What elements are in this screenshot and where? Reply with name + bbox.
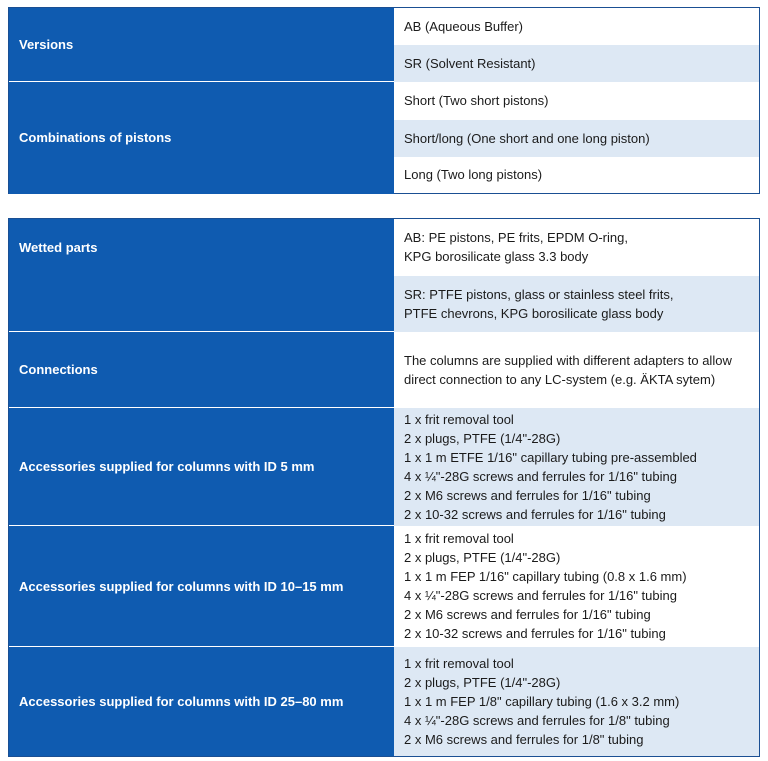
accessory-item: 4 x ¼"-28G screws and ferrules for 1/16" tubing [404, 588, 677, 603]
combinations-header: Combinations of pistons [9, 82, 395, 194]
wetted-sr-line: SR: PTFE pistons, glass or stainless steel frits, [404, 286, 674, 302]
accessory-item: 2 x plugs, PTFE (1/4"-28G) [404, 550, 561, 565]
connections-header: Connections [9, 332, 395, 408]
specifications-table [8, 218, 760, 757]
version-ab: AB (Aqueous Buffer) [394, 8, 760, 45]
accessory-item: 1 x frit removal tool [404, 655, 514, 671]
wetted-parts-ab [394, 219, 760, 276]
accessory-item: 1 x 1 m FEP 1/8" capillary tubing (1.6 x 3.2 mm) [404, 693, 680, 709]
accessory-item: 2 x M6 screws and ferrules for 1/16" tubing [404, 487, 651, 503]
accessories-25-80mm-header: Accessories supplied for columns with ID 25–80 mm [9, 647, 395, 757]
accessories-5mm-list [394, 408, 760, 526]
versions-table [8, 7, 760, 194]
wetted-parts-label: Wetted parts [19, 240, 98, 255]
accessory-item: 4 x ¼"-28G screws and ferrules for 1/8" tubing [404, 712, 670, 728]
combination-long: Long (Two long pistons) [394, 157, 760, 194]
accessory-item: 2 x 10-32 screws and ferrules for 1/16" tubing [404, 506, 666, 522]
accessory-item: 1 x 1 m FEP 1/16" capillary tubing (0.8 x 1.6 mm) [404, 569, 687, 584]
accessory-item: 2 x M6 screws and ferrules for 1/8" tubing [404, 731, 644, 747]
accessory-item: 2 x plugs, PTFE (1/4"-28G) [404, 430, 561, 446]
version-sr: SR (Solvent Resistant) [394, 45, 760, 82]
connections-line: direct connection to any LC-system (e.g. ÄKTA sytem) [404, 371, 716, 387]
accessory-item: 2 x plugs, PTFE (1/4"-28G) [404, 674, 561, 690]
wetted-ab-line: AB: PE pistons, PE frits, EPDM O-ring, [404, 230, 628, 246]
accessories-10-15mm-list [394, 526, 760, 647]
accessory-item: 2 x 10-32 screws and ferrules for 1/16" tubing [404, 626, 666, 641]
wetted-ab-line: KPG borosilicate glass 3.3 body [404, 249, 589, 265]
accessory-item: 4 x ¼"-28G screws and ferrules for 1/16" tubing [404, 468, 677, 484]
accessories-5mm-header: Accessories supplied for columns with ID 5 mm [9, 408, 395, 526]
combination-short-long: Short/long (One short and one long piston) [394, 120, 760, 157]
accessory-item: 1 x 1 m ETFE 1/16" capillary tubing pre-assembled [404, 449, 697, 465]
accessories-10-15mm-header: Accessories supplied for columns with ID 10–15 mm [9, 526, 395, 647]
accessory-item: 1 x frit removal tool [404, 411, 514, 427]
wetted-parts-header [9, 219, 395, 332]
combination-short: Short (Two short pistons) [394, 82, 760, 120]
versions-header: Versions [9, 8, 395, 82]
wetted-parts-sr [394, 276, 760, 332]
accessory-item: 2 x M6 screws and ferrules for 1/16" tubing [404, 607, 651, 622]
connections-value [394, 332, 760, 408]
accessories-25-80mm-list [394, 647, 760, 757]
connections-line: The columns are supplied with different adapters to allow [404, 352, 732, 368]
wetted-sr-line: PTFE chevrons, KPG borosilicate glass body [404, 305, 664, 321]
accessory-item: 1 x frit removal tool [404, 531, 514, 546]
